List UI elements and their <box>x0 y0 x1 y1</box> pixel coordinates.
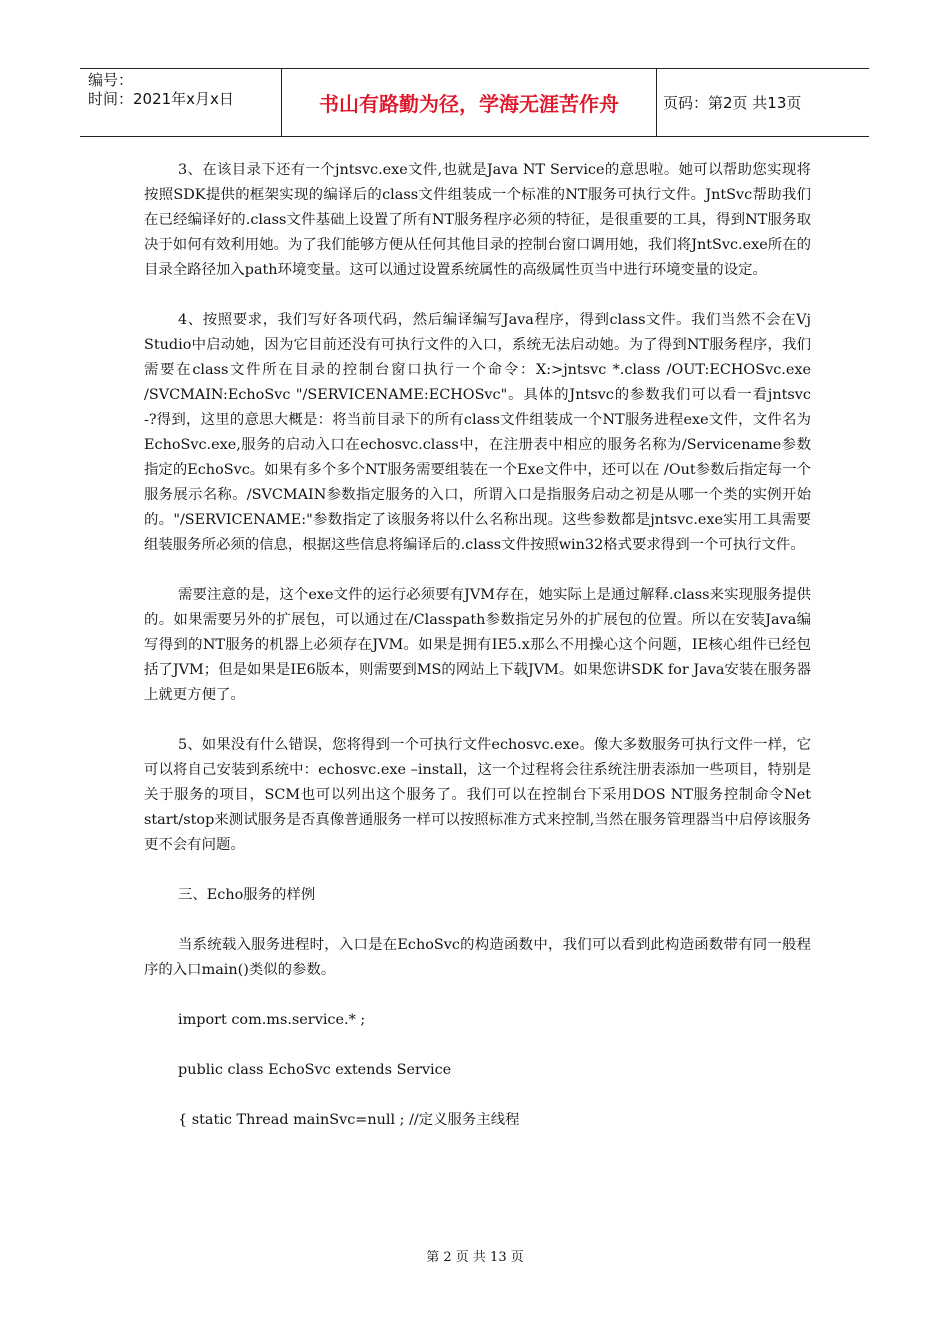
page-header <box>80 68 869 137</box>
code-line-import: import com.ms.service.* ; <box>178 1012 366 1028</box>
number-label: 编号： <box>88 71 134 89</box>
document-body <box>144 158 811 1158</box>
header-page-label: 页码：第2页 共13页 <box>663 94 802 112</box>
paragraph-5: 5、如果没有什么错误，您将得到一个可执行文件echosvc.exe。像大多数服务可执行文件一样，它可以将自己安装到系统中：echosvc.exe –install，这一个过程将会往系统注册表添加一些项目，特别是关于服务的项目，SCM也可以列出这个服务了。我们可以在控制台下采用DOS NT服务控制命令Net start/stop来测试服务是否真像普通服务一样可以按照标准方式来控制,当然在服务管理器当中启停该服务更不会有问题。 <box>144 737 811 853</box>
paragraph-4: 4、按照要求，我们写好各项代码，然后编译编写Java程序，得到class文件。我们当然不会在Vj Studio中启动她，因为它目前还没有可执行文件的入口，系统无法启动她。为了得到NT服务程序，我们需要在class文件所在目录的控制台窗口执行一个命令：X:>jntsvc *.class /OUT:ECHOSvc.exe /SVCMAIN:EchoSvc "/SERVICENAME:ECHOSvc"。具体的Jntsvc的参数我们可以看一看jntsvc -?得到，这里的意思大概是：将当前目录下的所有class文件组装成一个NT服务进程exe文件，文件名为EchoSvc.exe,服务的启动入口在echosvc.class中，在注册表中相应的服务名称为/Servicename参数指定的EchoSvc。如果有多个多个NT服务需要组装在一个Exe文件中，还可以在 /Out参数后指定每一个服务展示名称。/SVCMAIN参数指定服务的入口，所谓入口是指服务启动之初是从哪一个类的实例开始的。"/SERVICENAME:"参数指定了该服务将以什么名称出现。这些参数都是jntsvc.exe实用工具需要组装服务所必须的信息，根据这些信息将编译后的.class文件按照win32格式要求得到一个可执行文件。 <box>144 312 811 553</box>
code-line-class: public class EchoSvc extends Service <box>178 1062 452 1078</box>
page-footer: 第 2 页 共 13 页 <box>426 1250 524 1265</box>
time-label: 时间：2021年x月x日 <box>88 90 234 108</box>
section-heading: 三、Echo服务的样例 <box>178 887 316 903</box>
code-line-thread: { static Thread mainSvc=null ; //定义服务主线程 <box>178 1112 520 1128</box>
header-motto: 书山有路勤为径，学海无涯苦作舟 <box>282 69 657 136</box>
header-info <box>80 69 282 136</box>
paragraph-entry: 当系统载入服务进程时，入口是在EchoSvc的构造函数中，我们可以看到此构造函数带有同一般程序的入口main()类似的参数。 <box>144 937 811 978</box>
paragraph-note: 需要注意的是，这个exe文件的运行必须要有JVM存在，她实际上是通过解释.class来实现服务提供的。如果需要另外的扩展包，可以通过在/Classpath参数指定另外的扩展包的位置。所以在安装Java编写得到的NT服务的机器上必须存在JVM。如果是拥有IE5.x那么不用操心这个问题，IE核心组件已经包括了JVM；但是如果是IE6版本，则需要到MS的网站上下载JVM。如果您讲SDK for Java安装在服务器上就更方便了。 <box>144 587 811 703</box>
paragraph-3: 3、在该目录下还有一个jntsvc.exe文件,也就是Java NT Service的意思啦。她可以帮助您实现将按照SDK提供的框架实现的编译后的class文件组装成一个标准的NT服务可执行文件。JntSvc帮助我们在已经编译好的.class文件基础上设置了所有NT服务程序必须的特征，是很重要的工具，得到NT服务取决于如何有效利用她。为了我们能够方便从任何其他目录的控制台窗口调用她，我们将JntSvc.exe所在的目录全路径加入path环境变量。这可以通过设置系统属性的高级属性页当中进行环境变量的设定。 <box>144 162 811 278</box>
